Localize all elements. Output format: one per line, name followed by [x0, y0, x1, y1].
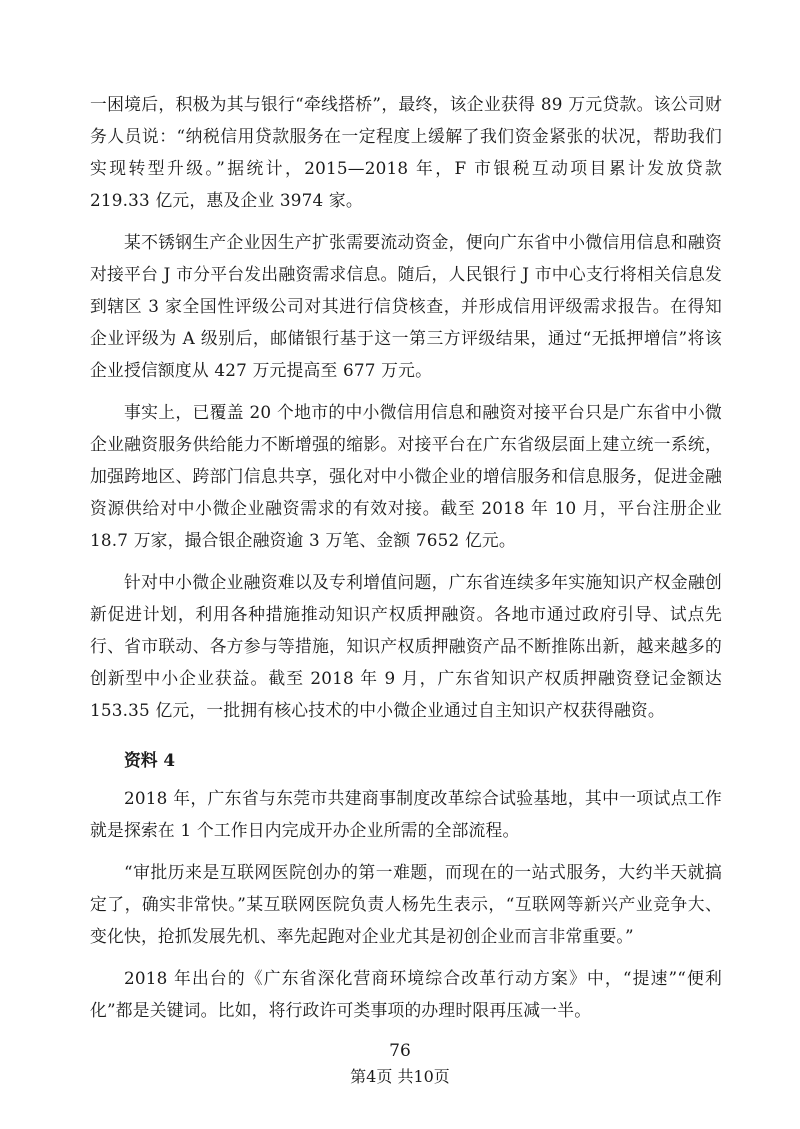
section-heading: 资料 4: [124, 750, 176, 770]
paragraph-financing-platform: 事实上，已覆盖 20 个地市的中小微信用信息和融资对接平台只是广东省中小微企业融资服务供给能力不断增强的缩影。对接平台在广东省级层面上建立统一系统，加强跨地区、跨部门信息共享，强化对中小微企业的增信服务和信息服务，促进金融资源供给对中小微企业融资需求的有效对接。截至 2018 年 10 月，平台注册企业 18.7 万家，撮合银企融资逾 3 万笔、金额 7652 亿元。: [90, 402, 722, 550]
paragraph-continuation: 一困境后，积极为其与银行“牵线搭桥”，最终，该企业获得 89 万元贷款。该公司财务人员说：“纳税信用贷款服务在一定程度上缓解了我们资金紧张的状况，帮助我们实现转型升级。”据统计，2015—2018 年，F 市银税互动项目累计发放贷款 219.33 亿元，惠及企业 3974 家。: [90, 94, 722, 210]
paragraph-ip-pledge-financing: 针对中小微企业融资难以及专利增值问题，广东省连续多年实施知识产权金融创新促进计划，利用各种措施推动知识产权质押融资。各地市通过政府引导、试点先行、省市联动、各方参与等措施，知识产权质押融资产品不断推陈出新，越来越多的创新型中小企业获益。截至 2018 年 9 月，广东省知识产权质押融资登记金额达 153.35 亿元，一批拥有核心技术的中小微企业通过自主知识产权获得融资。: [90, 572, 722, 720]
page-number: 76: [389, 1041, 411, 1061]
paragraph-dongguan-pilot: 2018 年，广东省与东莞市共建商事制度改革综合试验基地，其中一项试点工作就是探索在 1 个工作日内完成开办企业所需的全部流程。: [90, 788, 722, 840]
page-of-total: 第4页 共10页: [350, 1067, 450, 1086]
paragraph-action-plan: 2018 年出台的《广东省深化营商环境综合改革行动方案》中，“提速”“便利化”都是关键词。比如，将行政许可类事项的办理时限再压减一半。: [90, 968, 722, 1020]
paragraph-stainless-steel-enterprise: 某不锈钢生产企业因生产扩张需要流动资金，便向广东省中小微信用信息和融资对接平台 J 市分平台发出融资需求信息。随后，人民银行 J 市中心支行将相关信息发到辖区 3 家全国性评级公司对其进行信贷核查，并形成信用评级需求报告。在得知企业评级为 A 级别后，邮储银行基于这一第三方评级结果，通过“无抵押增信”将该企业授信额度从 427 万元提高至 677 万元。: [90, 232, 722, 380]
paragraph-internet-hospital-quote: “审批历来是互联网医院创办的第一难题，而现在的一站式服务，大约半天就搞定了，确实非常快。”某互联网医院负责人杨先生表示，“互联网等新兴产业竞争大、变化快，抢抓发展先机、率先起跑对企业尤其是初创企业而言非常重要。”: [90, 862, 722, 946]
document-body: [90, 88, 722, 1026]
